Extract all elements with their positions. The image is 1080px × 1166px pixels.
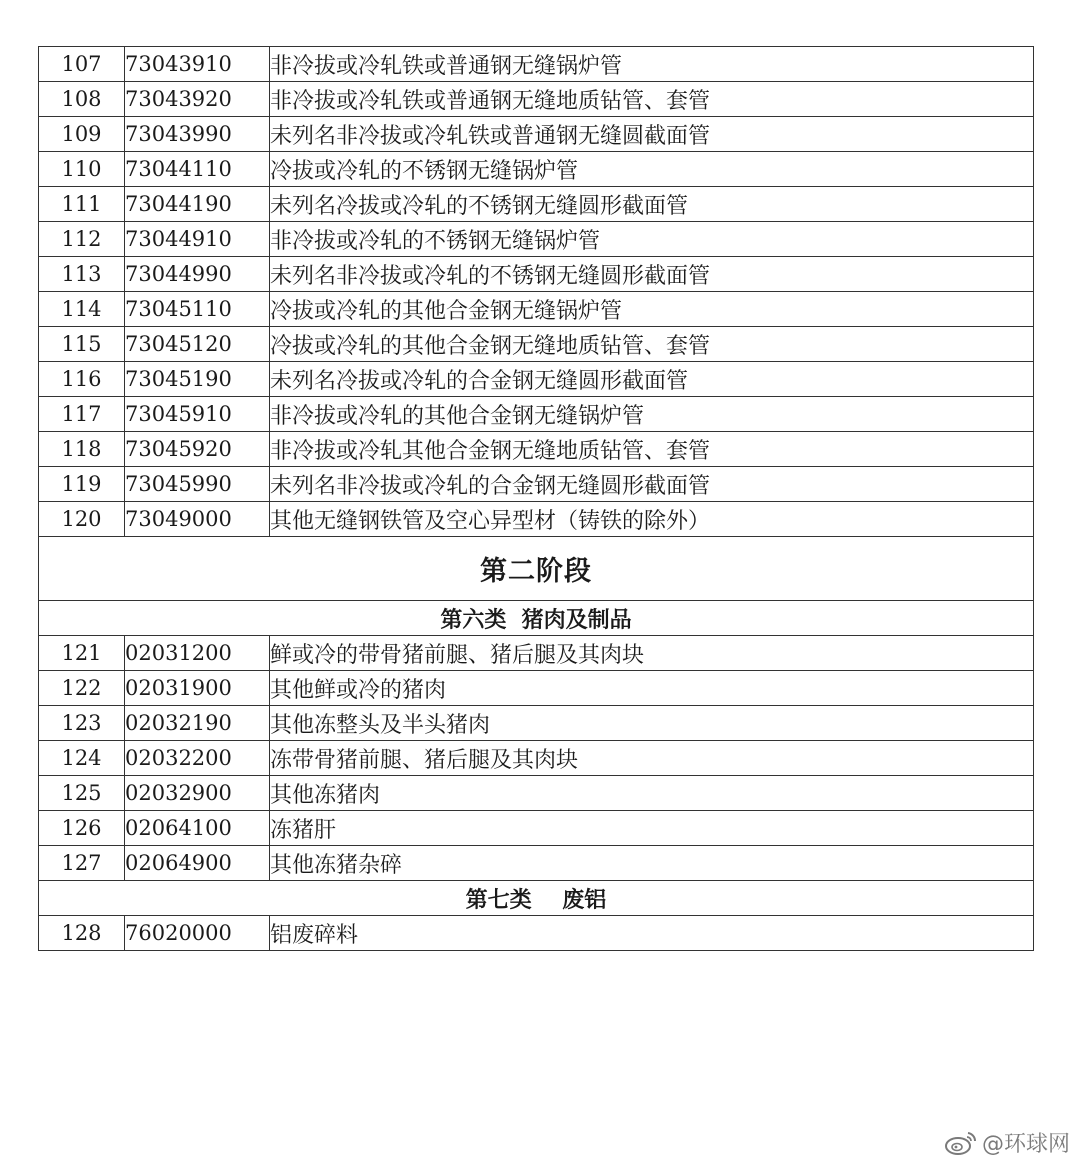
table-row	[39, 152, 1034, 187]
tariff-code: 02031900	[125, 671, 270, 706]
product-description: 鲜或冷的带骨猪前腿、猪后腿及其肉块	[270, 636, 1034, 671]
table-row	[39, 327, 1034, 362]
row-number: 112	[39, 222, 125, 257]
row-number: 108	[39, 82, 125, 117]
row-number: 125	[39, 776, 125, 811]
tariff-code: 73045920	[125, 432, 270, 467]
product-description: 其他无缝钢铁管及空心异型材（铸铁的除外）	[270, 502, 1034, 537]
product-description: 铝废碎料	[270, 916, 1034, 951]
row-number: 120	[39, 502, 125, 537]
tariff-code: 73045910	[125, 397, 270, 432]
table-row	[39, 47, 1034, 82]
table-row	[39, 467, 1034, 502]
category-title	[39, 881, 1034, 916]
tariff-code: 73043920	[125, 82, 270, 117]
table-row	[39, 397, 1034, 432]
product-description: 其他鲜或冷的猪肉	[270, 671, 1034, 706]
tariff-code: 02032900	[125, 776, 270, 811]
category-label: 第六类 猪肉及制品	[440, 606, 632, 633]
row-number: 117	[39, 397, 125, 432]
tariff-code: 73044990	[125, 257, 270, 292]
row-number: 113	[39, 257, 125, 292]
tariff-code: 73043910	[125, 47, 270, 82]
tariff-code: 02031200	[125, 636, 270, 671]
table-row	[39, 187, 1034, 222]
row-number: 121	[39, 636, 125, 671]
product-description: 冷拔或冷轧的不锈钢无缝锅炉管	[270, 152, 1034, 187]
product-description: 非冷拔或冷轧铁或普通钢无缝地质钻管、套管	[270, 82, 1034, 117]
category-row	[39, 601, 1034, 636]
row-number: 128	[39, 916, 125, 951]
row-number: 122	[39, 671, 125, 706]
product-description: 未列名非冷拔或冷轧的不锈钢无缝圆形截面管	[270, 257, 1034, 292]
product-description: 未列名冷拔或冷轧的不锈钢无缝圆形截面管	[270, 187, 1034, 222]
category-7-section	[39, 881, 1034, 916]
tariff-code: 02064100	[125, 811, 270, 846]
row-number: 116	[39, 362, 125, 397]
table-row	[39, 636, 1034, 671]
table-row	[39, 811, 1034, 846]
row-number: 109	[39, 117, 125, 152]
weibo-icon	[944, 1130, 978, 1156]
table-row	[39, 82, 1034, 117]
row-number: 126	[39, 811, 125, 846]
product-description: 其他冻猪杂碎	[270, 846, 1034, 881]
product-description: 其他冻猪肉	[270, 776, 1034, 811]
row-number: 114	[39, 292, 125, 327]
tariff-code: 76020000	[125, 916, 270, 951]
product-description: 未列名非冷拔或冷轧的合金钢无缝圆形截面管	[270, 467, 1034, 502]
product-description: 未列名冷拔或冷轧的合金钢无缝圆形截面管	[270, 362, 1034, 397]
product-description: 冷拔或冷轧的其他合金钢无缝锅炉管	[270, 292, 1034, 327]
tariff-code: 73045990	[125, 467, 270, 502]
table-row	[39, 671, 1034, 706]
product-description: 非冷拔或冷轧铁或普通钢无缝锅炉管	[270, 47, 1034, 82]
product-description: 冷拔或冷轧的其他合金钢无缝地质钻管、套管	[270, 327, 1034, 362]
table-row	[39, 432, 1034, 467]
table-row	[39, 222, 1034, 257]
watermark	[944, 1127, 1070, 1158]
product-description: 其他冻整头及半头猪肉	[270, 706, 1034, 741]
tariff-list-table	[38, 46, 1034, 951]
section-rows-steel	[39, 47, 1034, 537]
row-number: 110	[39, 152, 125, 187]
watermark-text: @环球网	[981, 1132, 1070, 1157]
row-number: 118	[39, 432, 125, 467]
table-row	[39, 257, 1034, 292]
stage-title: 第二阶段	[39, 537, 1034, 601]
row-number: 119	[39, 467, 125, 502]
table-row	[39, 292, 1034, 327]
product-description: 非冷拔或冷轧其他合金钢无缝地质钻管、套管	[270, 432, 1034, 467]
tariff-code: 02064900	[125, 846, 270, 881]
product-description: 未列名非冷拔或冷轧铁或普通钢无缝圆截面管	[270, 117, 1034, 152]
tariff-code: 73044910	[125, 222, 270, 257]
row-number: 124	[39, 741, 125, 776]
row-number: 111	[39, 187, 125, 222]
table-row	[39, 846, 1034, 881]
category-label: 第七类 废铝	[465, 886, 607, 913]
row-number: 115	[39, 327, 125, 362]
tariff-code: 73049000	[125, 502, 270, 537]
table-row	[39, 741, 1034, 776]
row-number: 127	[39, 846, 125, 881]
product-description: 非冷拔或冷轧的不锈钢无缝锅炉管	[270, 222, 1034, 257]
table-row	[39, 776, 1034, 811]
tariff-code: 73045190	[125, 362, 270, 397]
row-number: 107	[39, 47, 125, 82]
row-number: 123	[39, 706, 125, 741]
product-description: 冻带骨猪前腿、猪后腿及其肉块	[270, 741, 1034, 776]
table-row	[39, 362, 1034, 397]
category-title	[39, 601, 1034, 636]
tariff-code: 73044110	[125, 152, 270, 187]
table-row	[39, 916, 1034, 951]
tariff-code: 73043990	[125, 117, 270, 152]
section-rows-pork	[39, 636, 1034, 881]
tariff-code: 73045110	[125, 292, 270, 327]
tariff-code: 02032190	[125, 706, 270, 741]
category-row	[39, 881, 1034, 916]
tariff-code: 73045120	[125, 327, 270, 362]
table-row	[39, 502, 1034, 537]
tariff-code: 02032200	[125, 741, 270, 776]
product-description: 冻猪肝	[270, 811, 1034, 846]
section-rows-aluminum	[39, 916, 1034, 951]
table-row	[39, 706, 1034, 741]
stage-row	[39, 537, 1034, 601]
tariff-code: 73044190	[125, 187, 270, 222]
product-description: 非冷拔或冷轧的其他合金钢无缝锅炉管	[270, 397, 1034, 432]
table-row	[39, 117, 1034, 152]
stage-header-section	[39, 537, 1034, 636]
